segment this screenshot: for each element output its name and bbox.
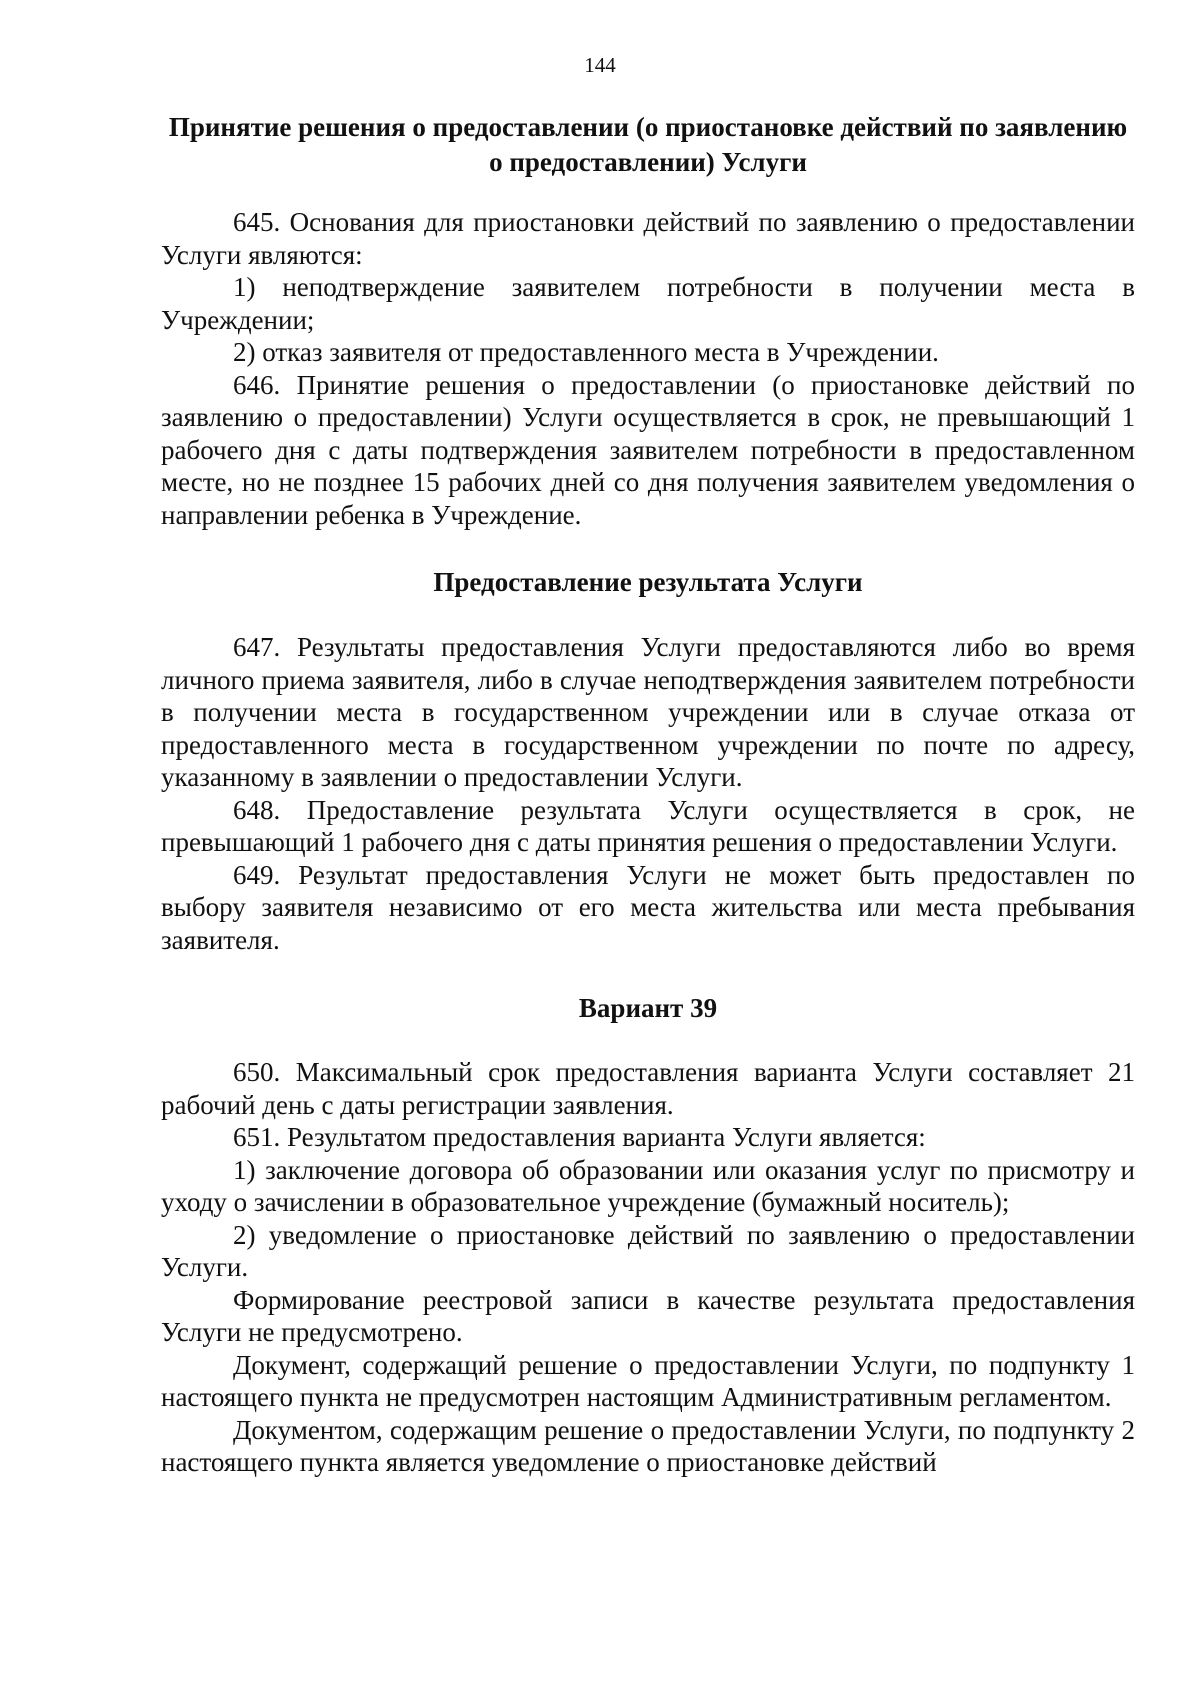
paragraph-registry-record: Формирование реестровой записи в качестве результата предоставления Услуги не предусмотрено. — [161, 1284, 1135, 1347]
list-item-651-2: 2) уведомление о приостановке действий по заявлению о предоставлении Услуги. — [161, 1219, 1135, 1282]
section-heading-result: Предоставление результата Услуги — [433, 567, 863, 597]
paragraph-645: 645. Основания для приостановки действий по заявлению о предоставлении Услуги являются: — [161, 207, 1135, 270]
list-item-651-1: 1) заключение договора об образовании или оказания услуг по присмотру и уходу о зачислении в образовательное учреждение (бумажный носитель); — [161, 1154, 1135, 1217]
paragraph-650: 650. Максимальный срок предоставления варианта Услуги составляет 21 рабочий день с даты регистрации заявления. — [161, 1057, 1135, 1120]
list-item-645-2: 2) отказ заявителя от предоставленного места в Учреждении. — [233, 337, 939, 367]
paragraph-647: 647. Результаты предоставления Услуги предоставляются либо во время личного приема заявителя, либо в случае неподтверждения заявителем потребности в получении места в государственном учреждении или в случае отказа от предоставленного места в государственном учреждении по почте по адресу, указанному в заявлении о предоставлении Услуги. — [161, 632, 1135, 792]
section-heading-decision: Принятие решения о предоставлении (о приостановке действий по заявлению о предоставлении) Услуги — [168, 112, 1128, 177]
page-number: 144 — [584, 53, 616, 77]
list-item-645-1: 1) неподтверждение заявителем потребности в получении места в Учреждении; — [161, 272, 1135, 335]
paragraph-document-subitem-1: Документ, содержащий решение о предоставлении Услуги, по подпункту 1 настоящего пункта не предусмотрен настоящим Административным регламентом. — [161, 1349, 1135, 1412]
paragraph-651: 651. Результатом предоставления варианта Услуги является: — [233, 1122, 926, 1152]
section-heading-variant-39: Вариант 39 — [578, 993, 718, 1023]
paragraph-649: 649. Результат предоставления Услуги не может быть предоставлен по выбору заявителя независимо от его места жительства или места пребывания заявителя. — [161, 859, 1135, 955]
paragraph-document-subitem-2: Документом, содержащим решение о предоставлении Услуги, по подпункту 2 настоящего пункта является уведомление о приостановке действий — [161, 1414, 1135, 1477]
paragraph-648: 648. Предоставление результата Услуги осуществляется в срок, не превышающий 1 рабочего дня с даты принятия решения о предоставлении Услуги. — [161, 794, 1135, 857]
paragraph-646: 646. Принятие решения о предоставлении (о приостановке действий по заявлению о предоставлении) Услуги осуществляется в срок, не превышающий 1 рабочего дня с даты подтверждения заявителем потребности в предоставленном месте, но не позднее 15 рабочих дней со дня получения заявителем уведомления о направлении ребенка в Учреждение. — [161, 369, 1135, 530]
document-body — [161, 110, 1135, 1479]
